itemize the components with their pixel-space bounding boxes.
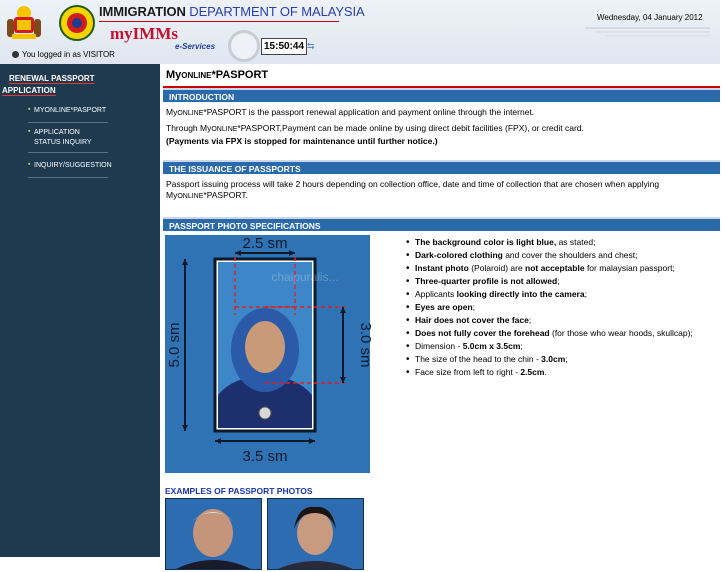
decorative-lines [585,26,710,38]
current-date: Wednesday, 04 January 2012 [597,13,703,22]
immigration-seal-icon [58,3,96,43]
bullet-icon: ▪ [28,128,31,135]
sidebar-item-inquiry[interactable]: ▪ INQUIRY/SUGGESTION [28,161,112,169]
sidebar-item-application-status[interactable]: ▪ APPLICATION STATUS INQUIRY [28,128,92,146]
sidebar-divider [28,152,108,153]
example-photo-man-image [166,499,261,569]
malaysia-coat-of-arms-icon [4,3,44,43]
example-photo-woman [267,498,364,570]
header [0,0,720,64]
intro-text-2: Through MyONLINE*PASPORT,Payment can be made online by using direct debit facilities (FPX), or credit card. [166,123,584,133]
issuance-text-1: Passport issuing process will take 2 hours depending on collection office, date and time of collection that are chosen when applying [166,179,660,189]
sidebar-divider [28,122,108,123]
intro-text-1: MyONLINE*PASPORT is the passport renewal application and payment online through the internet. [166,107,535,117]
example-photo-man [165,498,262,570]
photo-specifications-list [406,236,726,379]
issuance-text-2: MyONLINE*PASPORT. [166,190,248,200]
department-title: IMMIGRATION DEPARTMENT OF MALAYSIA [99,4,365,19]
list-item: • Instant photo (Polaroid) are not acceptable for malaysian passport; [406,262,726,275]
example-photo-woman-image [268,499,363,569]
sidebar-divider [28,177,108,178]
section-bar-issuance: THE ISSUANCE OF PASSPORTS [163,160,720,174]
section-bar-photo-specs: PASSPORT PHOTO SPECIFICATIONS [163,217,720,231]
list-item: • The background color is light blue, as stated; [406,236,726,249]
eservices-label: e-Services [175,42,216,51]
login-status: You logged in as VISITOR [12,50,115,59]
photo-spec-diagram [165,235,374,473]
bullet-icon: ▪ [28,161,31,168]
sidebar-heading[interactable]: RENEWAL PASSPORT [9,74,95,83]
section-bar-introduction: INTRODUCTION [163,88,720,102]
title-underline [99,21,339,22]
arrows-icon: ⇆ [307,41,315,51]
user-icon [12,51,19,58]
bullet-icon: ▪ [28,106,31,113]
label-head-width: 2.5 sm [242,235,288,252]
label-total-width: 3.5 sm [242,448,288,465]
list-item: • The size of the head to the chin - 3.0cm; [406,353,726,366]
list-item: • Three-quarter profile is not allowed; [406,275,726,288]
clock-display: 15:50:44 [261,38,307,55]
clock-ring-icon [228,30,260,62]
sidebar-heading-line2[interactable]: APPLICATION [2,86,56,95]
main-content [163,64,720,557]
examples-heading: EXAMPLES OF PASSPORT PHOTOS [165,486,313,496]
passport-photo-diagram [165,235,374,473]
list-item: • Applicants looking directly into the camera; [406,288,726,301]
list-item: • Dark-colored clothing and cover the shoulders and chest; [406,249,726,262]
sidebar-item-myonline-pasport[interactable]: ▪ MYONLINE*PASPORT [28,106,107,114]
watermark-text: chaipuralis... [271,270,339,284]
fpx-notice: (Payments via FPX is stopped for maintenance until further notice.) [166,136,438,146]
list-item: • Face size from left to right - 2.5cm. [406,366,726,379]
brand-logo-text: myIMMs [110,24,178,43]
list-item: • Eyes are open; [406,301,726,314]
label-total-height: 5.0 sm [166,322,183,368]
page-title: MyONLINE*PASPORT [166,69,269,81]
label-head-height: 3.0 sm [357,322,374,368]
list-item: • Dimension - 5.0cm x 3.5cm; [406,340,726,353]
sidebar [0,64,160,557]
list-item: • Does not fully cover the forehead (for those who wear hoods, skullcap); [406,327,726,340]
list-item: • Hair does not cover the face; [406,314,726,327]
